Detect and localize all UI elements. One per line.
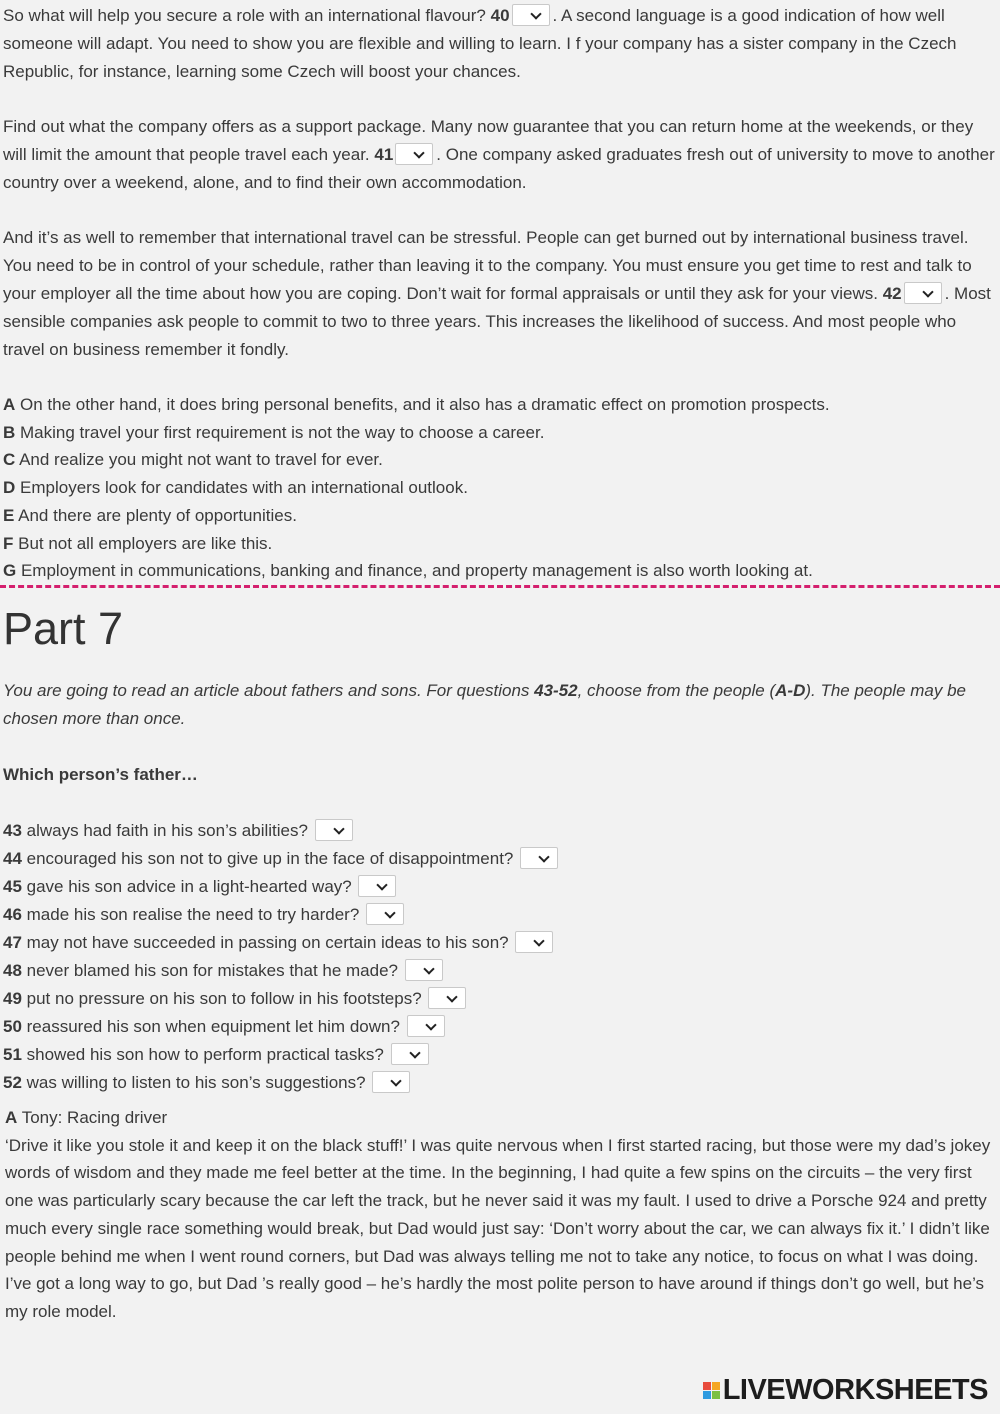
question-text: never blamed his son for mistakes that he made? — [21, 961, 403, 980]
chevron-down-icon — [384, 907, 395, 918]
option-text: Making travel your first requirement is not the way to choose a career. — [15, 422, 545, 442]
chevron-down-icon — [391, 1075, 402, 1086]
logo-square — [703, 1391, 711, 1399]
option-item — [3, 474, 998, 502]
instructions — [3, 677, 998, 733]
gap-number: 40 — [490, 6, 510, 25]
logo-square — [712, 1382, 720, 1390]
question-item — [3, 873, 561, 901]
question-text: was willing to listen to his son’s suggestions? — [21, 1073, 371, 1092]
answer-47-dropdown[interactable] — [515, 931, 553, 953]
chevron-down-icon — [333, 823, 344, 834]
chevron-down-icon — [425, 1019, 436, 1030]
chevron-down-icon — [377, 879, 388, 890]
paragraph-2 — [3, 113, 998, 197]
answer-51-dropdown[interactable] — [391, 1043, 429, 1065]
instructions-range: 43-52 — [534, 681, 578, 700]
question-number: 50 — [3, 1017, 22, 1036]
gap-number: 41 — [374, 145, 394, 164]
question-number: 51 — [3, 1045, 22, 1064]
paragraph-3 — [3, 224, 998, 364]
option-letter: C — [3, 450, 16, 470]
instructions-text: , choose from the people ( — [577, 681, 776, 700]
chevron-down-icon — [534, 935, 545, 946]
question-list — [3, 817, 561, 1097]
question-number: 47 — [3, 933, 22, 952]
gap-42-dropdown[interactable] — [904, 282, 942, 304]
story-title: Tony: Racing driver — [17, 1108, 168, 1127]
instructions-people: A-D — [775, 681, 806, 700]
option-text: But not all employers are like this. — [13, 533, 273, 553]
question-text: always had faith in his son’s abilities? — [21, 821, 313, 840]
option-item — [3, 557, 998, 585]
paragraph-text: Find out what the company offers as a support package. Many now guarantee that you can return home at the weekends, or they will limit the amount that people travel each year. — [3, 117, 974, 164]
option-letter: A — [3, 395, 16, 414]
option-letter: G — [3, 561, 17, 581]
answer-46-dropdown[interactable] — [366, 903, 404, 925]
option-letter: F — [3, 533, 14, 553]
question-item — [3, 845, 561, 873]
instructions-text: ). The people may be chosen more than once. — [3, 681, 966, 728]
answer-52-dropdown[interactable] — [372, 1071, 410, 1093]
chevron-down-icon — [538, 851, 549, 862]
question-text: put no pressure on his son to follow in his footsteps? — [21, 989, 427, 1008]
question-item — [3, 1041, 561, 1069]
chevron-down-icon — [414, 147, 425, 158]
question-text: gave his son advice in a light-hearted way? — [21, 877, 357, 896]
question-item — [3, 901, 561, 929]
answer-44-dropdown[interactable] — [520, 847, 558, 869]
instructions-text: You are going to read an article about fathers and sons. For questions — [3, 681, 535, 700]
chevron-down-icon — [922, 286, 933, 297]
chevron-down-icon — [447, 991, 458, 1002]
question-item — [3, 929, 561, 957]
question-item — [3, 985, 561, 1013]
story-body: ‘Drive it like you stole it and keep it on the black stuff!’ I was quite nervous when I first started racing, but those were my dad’s jokey words of wisdom and they made me feel better at the time. In the beginning, I had quite a few spins on the circuits – the very first one was particularly scary because the car left the track, but he never said it was my fault. I used to drive a Porsche 924 and pretty much every single race something would break, but Dad would just say: ‘Don’t worry about the car, we can always fix it.’ I didn’t like people behind me when I went round corners, but Dad was always telling me not to take any notice, to focus on what I was doing. I’ve got a long way to go, but Dad ’s really good – he’s hardly the most polite person to have around if things don’t go well, but he’s my role model. — [5, 1135, 991, 1321]
section-divider — [0, 585, 1000, 588]
answer-43-dropdown[interactable] — [315, 819, 353, 841]
paragraph-1 — [3, 2, 998, 86]
question-number: 45 — [3, 877, 22, 896]
options-list — [3, 391, 998, 585]
logo-square — [712, 1391, 720, 1399]
question-number: 48 — [3, 961, 22, 980]
chevron-down-icon — [530, 8, 541, 19]
option-item — [3, 446, 998, 474]
question-heading: Which person’s father… — [3, 765, 198, 784]
option-text: Employers look for candidates with an international outlook. — [15, 478, 468, 498]
chevron-down-icon — [409, 1047, 420, 1058]
option-text: And realize you might not want to travel for ever. — [15, 450, 383, 470]
logo-square — [703, 1382, 711, 1390]
gap-41-dropdown[interactable] — [395, 143, 433, 165]
option-letter: B — [3, 422, 16, 442]
question-item — [3, 1069, 561, 1097]
option-item — [3, 502, 998, 530]
question-number: 46 — [3, 905, 22, 924]
answer-48-dropdown[interactable] — [405, 959, 443, 981]
option-text: Employment in communications, banking and finance, and property management is also worth looking at. — [16, 561, 813, 581]
story-letter: A — [5, 1108, 18, 1127]
paragraph-text: And it’s as well to remember that international travel can be stressful. People can get burned out by international business travel. You need to be in control of your schedule, rather than leaving it to the company. You must ensure you get time to rest and talk to your employer all the time about how you are coping. Don’t wait for formal appraisals or until they ask for your views. — [3, 228, 972, 303]
logo-text: LIVEWORKSHEETS — [722, 1374, 988, 1406]
paragraph-text: . One company asked graduates fresh out of university to move to another country over a weekend, alone, and to find their own accommodation. — [3, 145, 995, 192]
paragraph-text: So what will help you secure a role with an international flavour? — [3, 6, 491, 25]
part-title: Part 7 — [3, 603, 124, 654]
liveworksheets-logo[interactable] — [703, 1374, 988, 1407]
question-item — [3, 817, 561, 845]
question-item — [3, 957, 561, 985]
gap-number: 42 — [882, 284, 902, 303]
story-a — [5, 1104, 996, 1326]
answer-45-dropdown[interactable] — [358, 875, 396, 897]
question-number: 49 — [3, 989, 22, 1008]
option-item — [3, 391, 998, 419]
question-item — [3, 1013, 561, 1041]
option-text: And there are plenty of opportunities. — [14, 505, 297, 525]
question-text: showed his son how to perform practical tasks? — [21, 1045, 389, 1064]
answer-49-dropdown[interactable] — [428, 987, 466, 1009]
chevron-down-icon — [423, 963, 434, 974]
question-number: 44 — [3, 849, 22, 868]
question-text: made his son realise the need to try harder? — [21, 905, 365, 924]
option-item — [3, 530, 998, 558]
option-text: On the other hand, it does bring personal benefits, and it also has a dramatic effect on promotion prospects. — [15, 395, 830, 414]
paragraph-text: . A second language is a good indication of how well someone will adapt. You need to show you are flexible and willing to learn. I f your company has a sister company in the Czech Republic, for instance, learning some Czech will boost your chances. — [3, 6, 957, 81]
paragraph-text: . Most sensible companies ask people to commit to two to three years. This increases the likelihood of success. And most people who travel on business remember it fondly. — [3, 284, 991, 359]
answer-50-dropdown[interactable] — [407, 1015, 445, 1037]
question-text: may not have succeeded in passing on certain ideas to his son? — [21, 933, 514, 952]
story-heading — [5, 1104, 996, 1132]
question-number: 52 — [3, 1073, 22, 1092]
question-number: 43 — [3, 821, 22, 840]
question-text: reassured his son when equipment let him down? — [21, 1017, 405, 1036]
option-item — [3, 419, 998, 447]
liveworksheets-logo-icon — [703, 1382, 720, 1399]
option-letter: D — [3, 478, 16, 498]
gap-40-dropdown[interactable] — [512, 4, 550, 26]
option-letter: E — [3, 505, 15, 525]
question-text: encouraged his son not to give up in the face of disappointment? — [21, 849, 519, 868]
